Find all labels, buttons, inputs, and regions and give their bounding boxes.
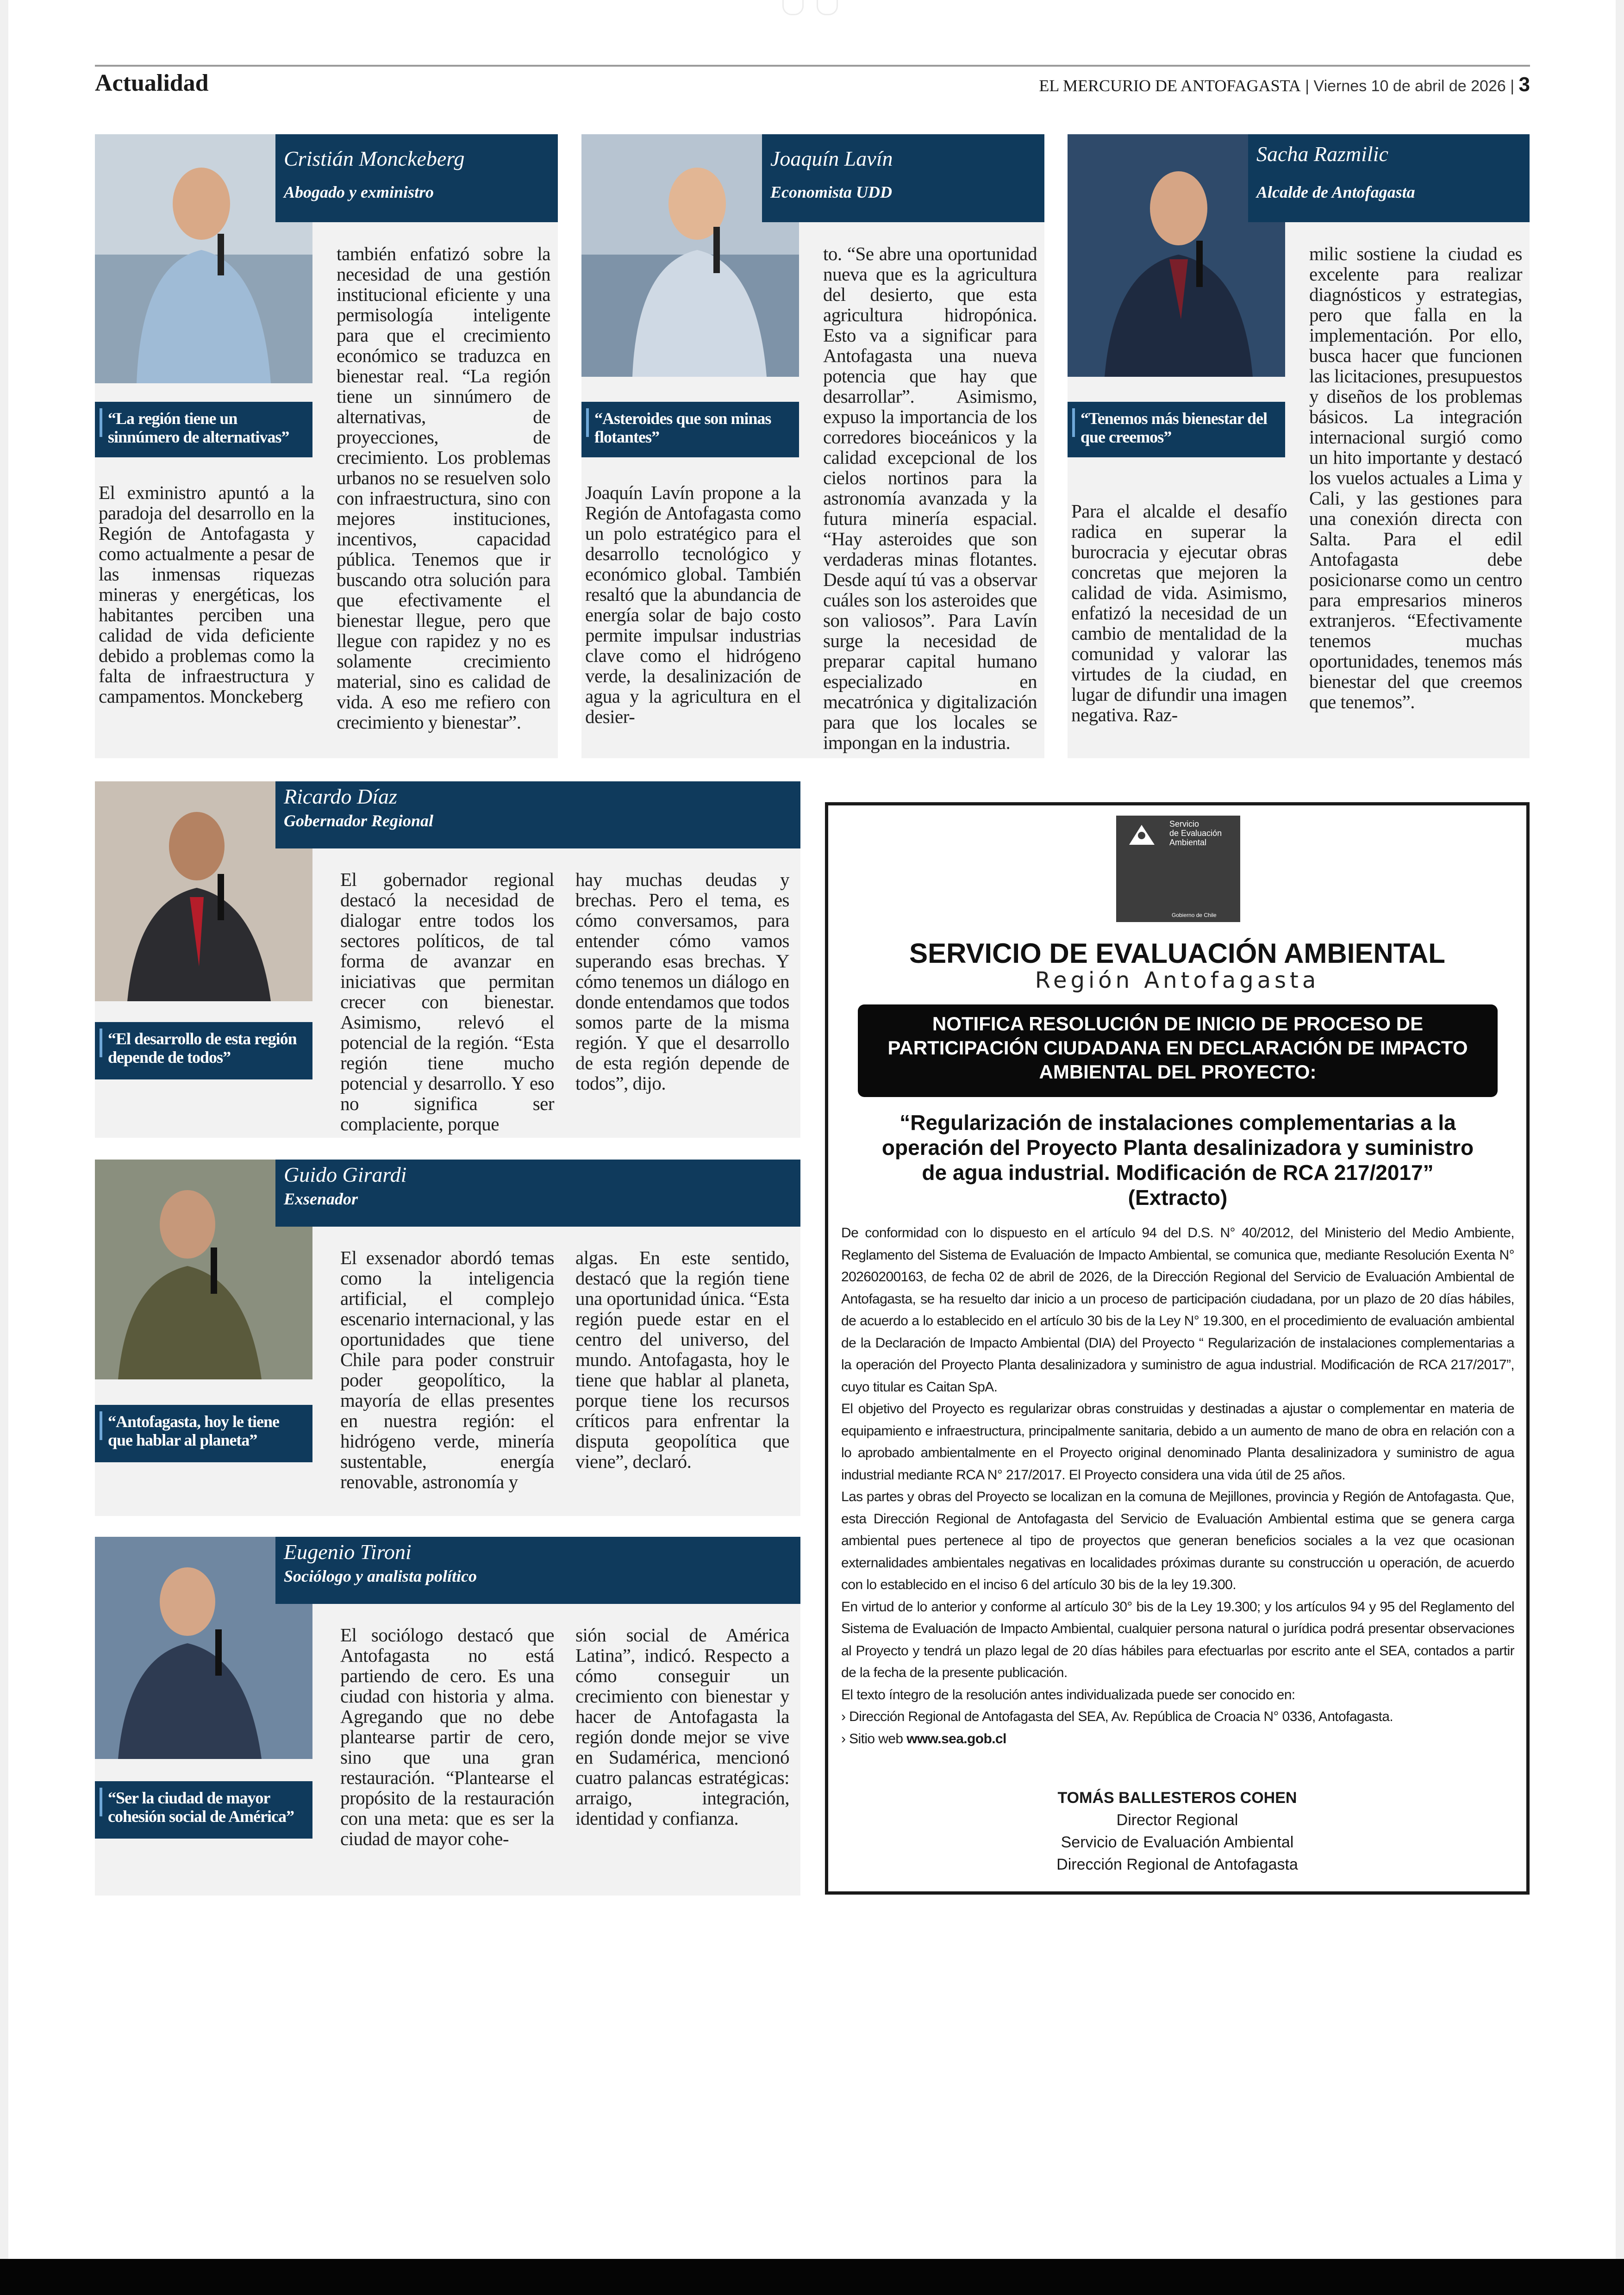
person-role: Alcalde de Antofagasta [1256, 183, 1415, 201]
pull-quote: “Tenemos más bienestar del que creemos” [1068, 402, 1285, 457]
notice-paragraph: De conformidad con lo dispuesto en el artículo 94 del D.S. N° 40/2012, del Ministerio del Medio Ambiente, Reglamento del Sistema de Evaluación de Impacto Ambiental, se comunica que, mediante Resolución Exenta N° 20260200163, de fecha 02 de abril de 2026, de la Dirección Regional del Servicio de Evaluación Ambiental de Antofagasta, se ha resuelto dar inicio a un proceso de participación ciudadana, por un plazo de 20 días hábiles, de acuerdo a lo establecido en el artículo 30 bis de la Ley N° 19.300, en el procedimiento de evaluación ambiental de la Declaración de Impacto Ambiental (DIA) del Proyecto “ Regularización de instalaciones complementarias a la operación del Proyecto Planta desalinizadora y suministro de agua industrial. Modificación de RCA 217/2017”, cuyo titular es Caitan SpA. [841, 1225, 1514, 1395]
notice-banner: NOTIFICA RESOLUCIÓN DE INICIO DE PROCESO DE PARTICIPACIÓN CIUDADANA EN DECLARACIÓN DE IMPACTO AMBIENTAL DEL PROYECTO: [858, 1004, 1498, 1097]
pull-quote: “El desarrollo de esta región depende de todos” [95, 1022, 312, 1079]
project-title: “Regularización de instalaciones complementarias a la operación del Proyecto Planta desalinizadora y suministro de agua industrial. Modificación de RCA 217/2017” (Extracto) [881, 1110, 1474, 1210]
article-column: milic sostiene la ciudad es excelente para realizar diagnósticos y estrategias, pero que falla en la implementación. Por ello, busca hacer que funcionen las licitaciones, presupuestos y diseños de los problemas básicos. La integración internacional surgió como un hito importante y destacó los vuelos actuales a Lima y Cali, y las gestiones para una conexión directa con Salta. Para el edil Antofagasta debe posicionarse como un centro para empresarios mineros extranjeros. “Efectivamente tenemos muchas oportunidades, tenemos más bienestar del que creemos que tenemos”. [1309, 243, 1522, 712]
person-name: Guido Girardi [284, 1163, 407, 1186]
signer-title: Director Regional [1116, 1811, 1238, 1829]
notice-title: SERVICIO DE EVALUACIÓN AMBIENTAL [909, 938, 1445, 969]
person-role: Abogado y exministro [284, 183, 434, 201]
article-card-girardi [95, 1160, 800, 1516]
notice-region: Región Antofagasta [1035, 967, 1320, 993]
pull-quote: “Asteroides que son minas flotantes” [581, 402, 799, 457]
issue-date: Viernes 10 de abril de 2026 [1313, 77, 1506, 95]
article-column: El exsenador abordó temas como la inteligencia artificial, el complejo escenario internacional, y las oportunidades que tiene Chile para poder construir poder geopolítico, la mayoría de ellas presentes en nuestra región: el hidrógeno verde, minería sustentable, energía renovable, astronomía y [340, 1247, 554, 1492]
notice-paragraph: El objetivo del Proyecto es regularizar obras construidas y destinadas a ajustar o complementar en materia de equipamiento e infraestructura, principalmente sanitaria, debido a un aumento de mano de obra en relación con a lo aprobado ambientalmente en el Proyecto original denominado Planta desalinizadora y suministro de agua industrial mediante RCA N° 217/2017. El Proyecto considera una vida útil de 25 años. [841, 1401, 1514, 1483]
person-role: Sociólogo y analista político [284, 1567, 477, 1585]
notice-paragraph: Las partes y obras del Proyecto se localizan en la comuna de Mejillones, provincia y Región de Antofagasta. Que, esta Dirección Regional de Antofagasta del Servicio de Evaluación Ambiental estima que se genera carga ambiental pues pertenece al tipo de proyectos que generan beneficios sociales a la vez que ocasionan externalidades ambientales negativas en localidades próximas durante su construcción u operación, de acuerdo con lo establecido en el inciso 6 del artículo 30 bis de la ley 19.300. [841, 1489, 1514, 1592]
notice-website: › Sitio web www.sea.gob.cl [841, 1731, 1006, 1746]
article-column: hay muchas deudas y brechas. Pero el tema, es cómo conversamos, para entender cómo vamos superando esas brechas. Y cómo tenemos un diálogo en donde entendamos que todos somos parte de la misma región. Y que el desarrollo de esta región depende de todos”, dijo. [575, 869, 789, 1094]
person-name: Eugenio Tironi [284, 1540, 412, 1564]
article-column: también enfatizó sobre la necesidad de una gestión institucional eficiente y una permisología inteligente para que el crecimiento económico se traduzca en bienestar real. “La región tiene un sinnúmero de alternativas, de proyecciones, de crecimiento. Los problemas urbanos no se resuelven solo con infraestructura, sino con mejores instituciones, incentivos, capacidad pública. Tenemos que ir buscando otra solución para que efectivamente el bienestar llegue, pero que llegue con rapidez y no es solamente crecimiento material, sino es calidad de vida. A eso me refiero con crecimiento y bienestar”. [337, 243, 550, 733]
section-title: Actualidad [95, 70, 209, 96]
pull-quote: “La región tiene un sinnúmero de alternativas” [95, 402, 312, 457]
name-bar [275, 1160, 800, 1227]
signer-org: Servicio de Evaluación Ambiental [1061, 1834, 1294, 1851]
notice-body [841, 1222, 1514, 1750]
bottom-bar [0, 2259, 1624, 2295]
name-bar [762, 134, 1044, 222]
notice-paragraph: › Dirección Regional de Antofagasta del SEA, Av. República de Croacia N° 0336, Antofagasta. [841, 1709, 1393, 1724]
article-column: sión social de América Latina”, indicó. Respecto a cómo conseguir un crecimiento con bienestar y hacer de Antofagasta la región donde mejor se vive en Sudamérica, mencionó cuatro palancas estratégicas: arraigo, integración, identidad y confianza. [575, 1624, 789, 1829]
article-column: El gobernador regional destacó la necesidad de dialogar entre todos los sectores políticos, de tal forma de avanzar en iniciativas que permitan crecer con bienestar. Asimismo, relevó el potencial de la región. “Esta región tiene mucho potencial y desarrollo. Y eso no significa ser complaciente, porque [340, 869, 554, 1135]
article-card-diaz [95, 781, 800, 1138]
dot-icon[interactable] [817, 0, 838, 15]
person-name: Sacha Razmilic [1256, 142, 1388, 166]
person-name: Ricardo Díaz [284, 785, 397, 808]
article-card-tironi [95, 1537, 800, 1896]
chile-coat-of-arms-icon [1120, 819, 1164, 852]
masthead: EL MERCURIO DE ANTOFAGASTA | Viernes 10 de abril de 2026 | 3 [1039, 73, 1530, 96]
notice-paragraph: En virtud de lo anterior y conforme al artículo 30° bis de la Ley 19.300; y los artículos 94 y 95 del Reglamento del Sistema de Evaluación de Impacto Ambiental, cualquier persona natural o jurídica podrá presentar observaciones al Proyecto y tendrá un plazo legal de 20 días hábiles para efectuarlas por escrito ante el SEA, contados a partir de la fecha de la presente publicación. [841, 1599, 1514, 1680]
name-bar [275, 1537, 800, 1604]
article-column: Para el alcalde el desafío radica en superar la burocracia y ejecutar obras concretas que mejoren la calidad de vida. Asimismo, enfatizó la necesidad de un cambio de mentalidad de la comunidad y valorar las virtudes de la ciudad, en lugar de difundir una imagen negativa. Raz- [1071, 500, 1287, 725]
article-column: algas. En este sentido, destacó que la región tiene una oportunidad única. “Esta región puede estar en el centro del universo, del mundo. Antofagasta, hoy le tiene que hablar al planeta, porque tiene los recursos críticos para enfrentar la disputa geopolítica que viene”, declaró. [575, 1247, 789, 1472]
website-link[interactable]: www.sea.gob.cl [906, 1731, 1006, 1746]
person-name: Cristián Monckeberg [284, 147, 465, 170]
article-card-lavin [581, 134, 1044, 758]
person-role: Exsenador [284, 1190, 358, 1208]
person-name: Joaquín Lavín [770, 147, 893, 170]
name-bar [275, 781, 800, 848]
left-margin [0, 0, 8, 2259]
name-bar [1248, 134, 1530, 222]
sea-logo [1116, 816, 1240, 922]
article-column: Joaquín Lavín propone a la Región de Antofagasta como un polo estratégico para el desarrollo tecnológico y económico global. También resaltó que la abundancia de energía solar de bajo costo permite impulsar industrias clave como el hidrógeno verde, la desalinización de agua y la agricultura en el desier- [585, 482, 801, 727]
signer-name: TOMÁS BALLESTEROS COHEN [1057, 1789, 1297, 1807]
person-role: Economista UDD [770, 183, 893, 201]
article-column: to. “Se abre una oportunidad nueva que es la agricultura del desierto, que esta agricultura hidropónica. Esto va a significar para Antofagasta una nueva potencia que hay que desarrollar”. Asimismo, expuso la importancia de los corredores bioceánicos y la calidad excepcional de los cielos nortinos para la astronomía avanzada y la futura minería espacial. “Hay asteroides que son verdaderas minas flotantes. Desde aquí tú vas a observar cuáles son los asteroides que son valiosos”. Para Lavín surge la necesidad de preparar capital humano especializado en mecatrónica y digitalización para que los locales se impongan en la industria. [823, 243, 1037, 753]
logo-government: Gobierno de Chile [1172, 912, 1217, 918]
article-column: El sociólogo destacó que Antofagasta no está partiendo de cero. Es una ciudad con historia y alma. Agregando que no debe plantearse partir de cero, sino que una gran restauración. “Plantearse el propósito de la restauración con una meta: que es ser la ciudad de mayor cohe- [340, 1624, 554, 1849]
right-margin [1616, 0, 1624, 2259]
dot-icon[interactable] [782, 0, 804, 15]
page-nav-dots[interactable] [782, 0, 838, 15]
name-bar [275, 134, 558, 222]
signer-office: Dirección Regional de Antofagasta [1056, 1856, 1298, 1873]
article-column: El exministro apuntó a la paradoja del desarrollo en la Región de Antofagasta y como actualmente a pesar de las inmensas riquezas mineras y energéticas, los habitantes perciben una calidad de vida deficiente debido a problemas como la falta de infraestructura y campamentos. Monckeberg [99, 482, 314, 707]
legal-notice [825, 802, 1530, 1895]
article-card-monckeberg [95, 134, 558, 758]
pull-quote: “Ser la ciudad de mayor cohesión social de América” [95, 1781, 312, 1839]
page-number: 3 [1518, 73, 1530, 96]
pull-quote: “Antofagasta, hoy le tiene que hablar al planeta” [95, 1405, 312, 1462]
notice-paragraph: El texto íntegro de la resolución antes individualizada puede ser conocido en: [841, 1687, 1295, 1703]
person-role: Gobernador Regional [284, 811, 434, 830]
newspaper-name: EL MERCURIO DE ANTOFAGASTA [1039, 76, 1301, 95]
page-header [95, 65, 1530, 103]
logo-text: Servicio de Evaluación Ambiental [1169, 819, 1222, 847]
signature-block [828, 1787, 1526, 1876]
article-card-razmilic [1068, 134, 1530, 758]
